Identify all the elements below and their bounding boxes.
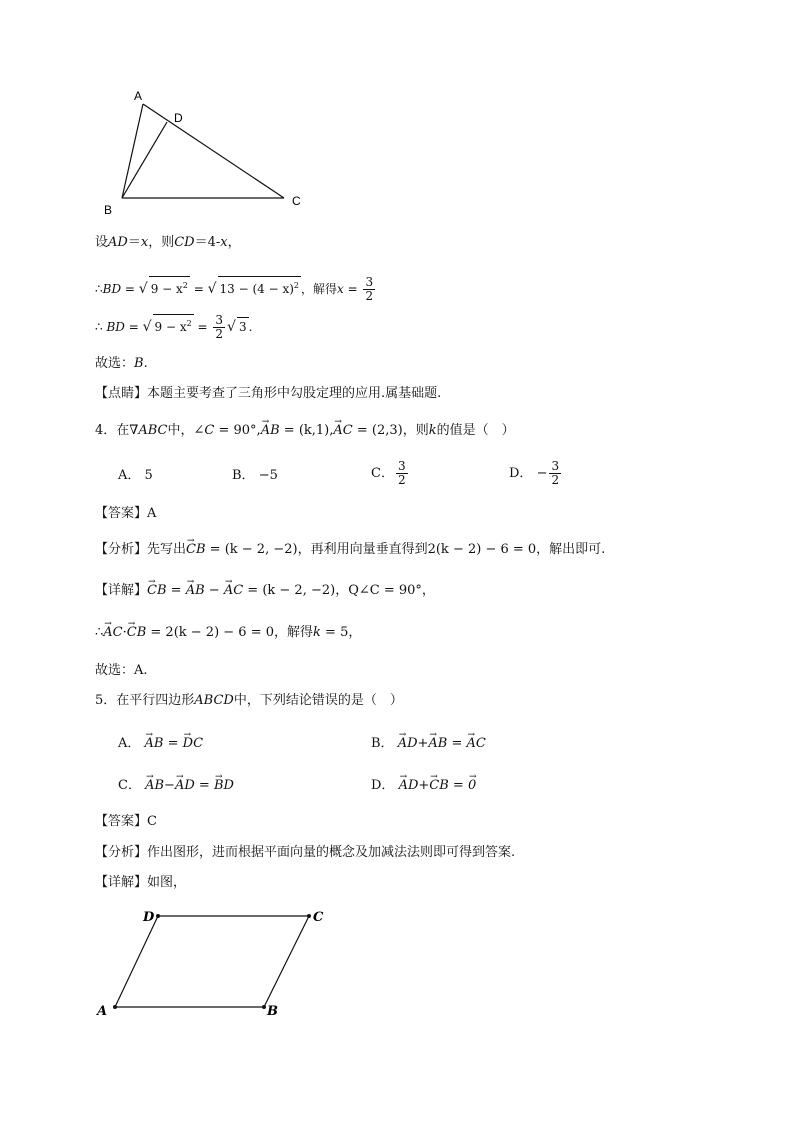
side-ac	[143, 104, 284, 198]
label-a2: A	[97, 1004, 108, 1019]
point-d	[156, 914, 160, 918]
label-a: A	[134, 89, 143, 103]
q4-option-b: B． −5	[232, 468, 278, 483]
q5-option-b: B． → AD+→ AB = → AC	[371, 735, 486, 753]
side-ad	[115, 916, 158, 1007]
q4-line2: ∴→ AC·→ CB = 2(k − 2) − 6 = 0，解得k = 5，	[95, 624, 361, 642]
q5-answer: 【答案】C	[95, 814, 157, 829]
q4-option-c: C． $\frac{3}{2}$	[371, 459, 406, 487]
segment-bd	[122, 122, 167, 198]
q5-detail: 【详解】如图，	[95, 875, 187, 890]
q5-option-c: C． → AB−→ AD = → BD	[118, 777, 234, 795]
sol3-line1: 设AD＝x，则CD＝4-x，	[95, 235, 241, 250]
point-c	[307, 914, 311, 918]
triangle-figure	[0, 0, 794, 230]
sol3-tip: 【点睛】本题主要考查了三角形中勾股定理的应用.属基础题.	[95, 386, 442, 401]
q4-detail: 【详解】→ CB = → AB − → AC = (k − 2, −2)，Q∠C = 90°，	[95, 582, 435, 600]
q4-title: 4．在∇ABC中，∠C = 90°,→ AB = (k,1),→ AC = (2,3)，则k的值是（ ）	[95, 422, 515, 440]
parallelogram-figure	[0, 890, 794, 1030]
sol3-line3: ∴ BD = √ $9 - x^2$ = $\frac{3}{2}$ √ 3 .	[95, 313, 253, 341]
q5-option-d: D． → AD+→ CB = → 0	[371, 777, 476, 795]
label-d: D	[174, 111, 183, 125]
label-b: B	[104, 203, 113, 217]
point-a	[113, 1005, 117, 1009]
side-ab	[122, 104, 143, 198]
q4-choose: 故选：A.	[95, 663, 148, 678]
point-b	[262, 1005, 266, 1009]
label-d2: D	[143, 910, 155, 925]
sol3-choose: 故选：B.	[95, 356, 148, 371]
label-c2: C	[313, 910, 324, 925]
side-bc2	[264, 916, 309, 1007]
q4-answer: 【答案】A	[95, 506, 157, 521]
label-c: C	[292, 194, 301, 208]
q5-option-a: A． → AB = → DC	[118, 735, 203, 753]
q4-option-d: D． − $\frac{3}{2}$	[509, 459, 560, 487]
q5-title: 5．在平行四边形ABCD中，下列结论错误的是（ ）	[95, 693, 403, 708]
q4-analysis: 【分析】先写出→ CB = (k − 2, −2)，再利用向量垂直得到2(k − 2) − 6 = 0，解出即可.	[95, 541, 605, 559]
label-b2: B	[267, 1004, 278, 1019]
q5-analysis: 【分析】作出图形，进而根据平面向量的概念及加减法法则即可得到答案.	[95, 845, 516, 860]
sol3-line2: ∴BD = √ $9 - x^2$ = √ $13 - (4 - x)^2$ ，解得x = $\frac{3}{2}$	[95, 275, 374, 303]
q4-option-a: A． 5	[118, 468, 153, 483]
